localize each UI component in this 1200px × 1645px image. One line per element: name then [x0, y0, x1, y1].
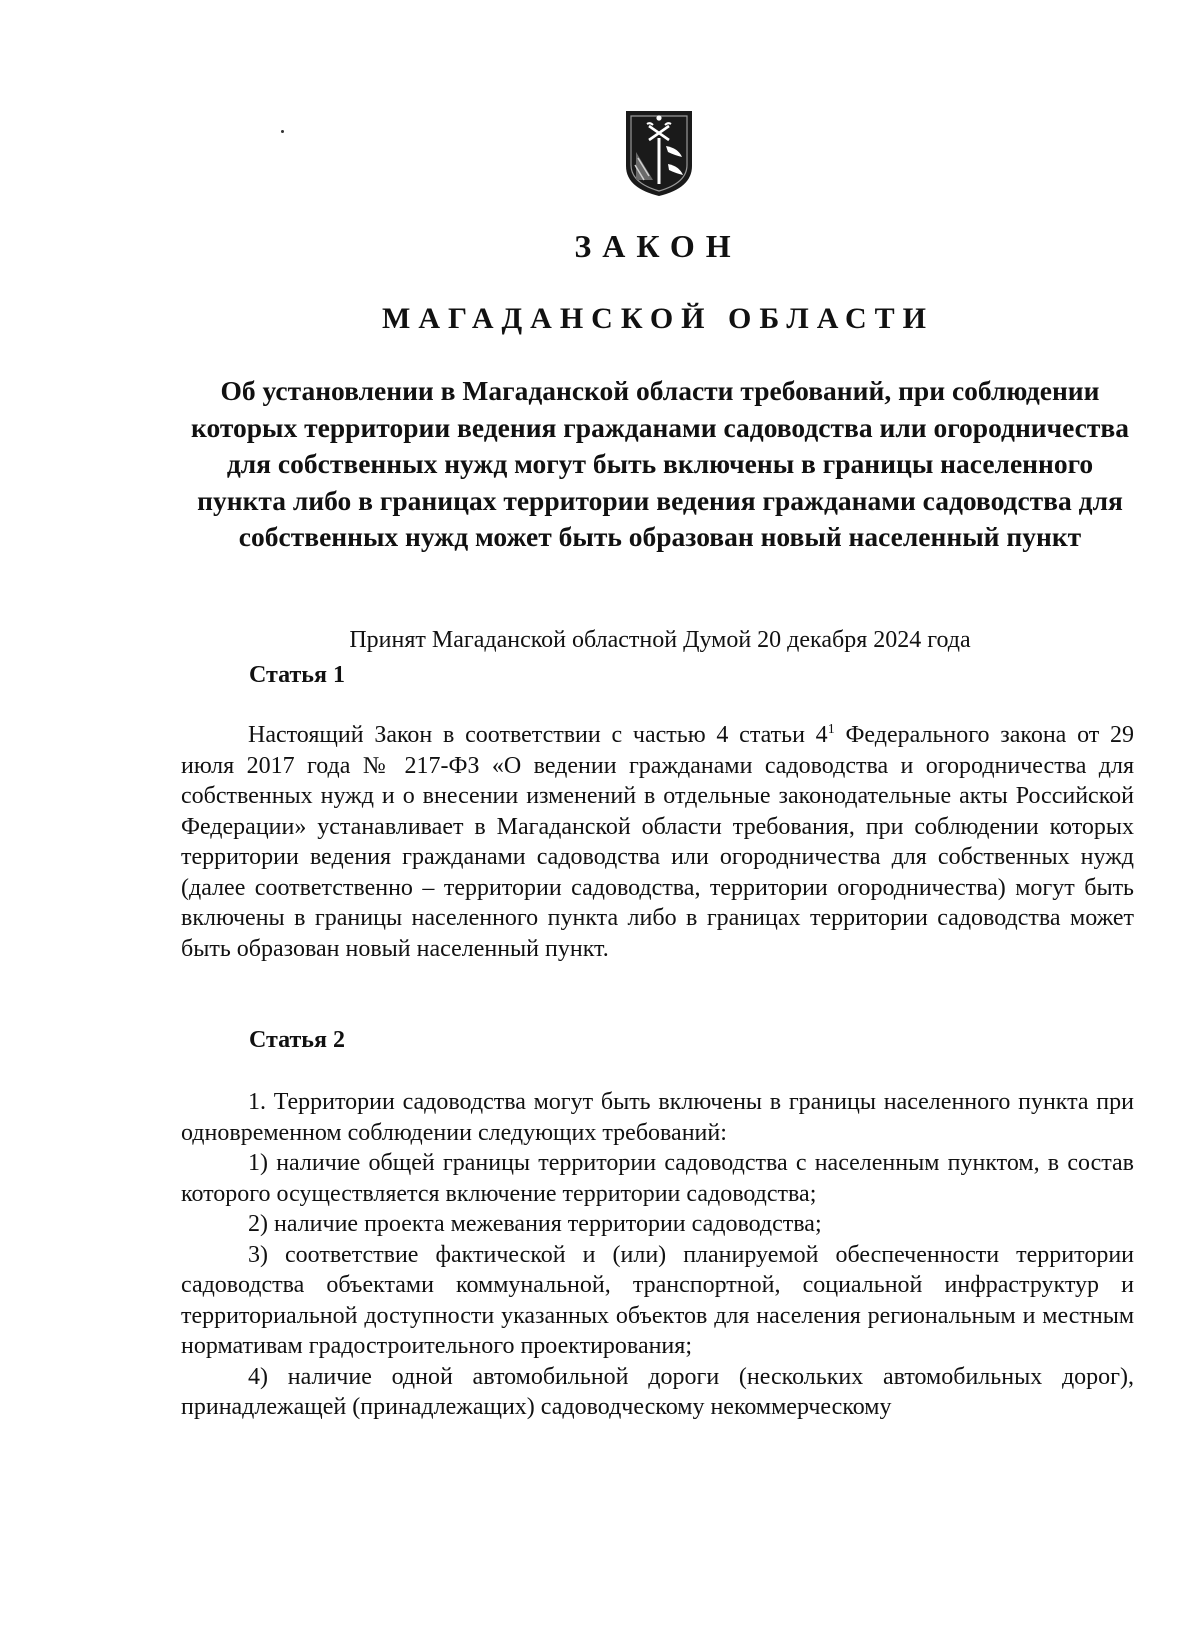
- region-title: МАГАДАНСКОЙ ОБЛАСТИ: [382, 302, 934, 335]
- article-2-paragraph: 1. Территории садоводства могут быть включены в границы населенного пункта при одновременном соблюдении следующих требований:: [181, 1089, 1134, 1146]
- article-1-text-end: Федерального закона от 29 июля 2017 года № 217-ФЗ «О ведении гражданами садоводства и огородничества для собственных нужд и о внесении изменений в отдельные законодательные акты Российской Федерации» устанавливает в Магаданской области требования, при соблюдении которых территории ведения гражданами садоводства или огородничества для собственных нужд (далее соответственно – территории садоводства, территории огородничества) могут быть включены в границы населенного пункта либо в границах территории садоводства может быть образован новый населенный пункт.: [181, 722, 1135, 962]
- adoption-note: Принят Магаданской областной Думой 20 декабря 2024 года: [349, 627, 971, 653]
- article-1-superscript: 1: [827, 722, 835, 737]
- article-2-paragraph: 4) наличие одной автомобильной дороги (нескольких автомобильных дорог), принадлежащей (принадлежащих) садоводческому некоммерческому: [181, 1363, 1134, 1420]
- magadan-oblast-coat-of-arms-icon: [622, 108, 696, 198]
- article-1-paragraph: [181, 720, 1134, 964]
- article-2-paragraph: 2) наличие проекта межевания территории садоводства;: [248, 1211, 822, 1237]
- article-1-heading: Статья 1: [249, 662, 345, 688]
- article-2-body: [181, 1087, 1134, 1423]
- article-2-paragraph: 3) соответствие фактической и (или) планируемой обеспеченности территории садоводства объектами коммунальной, транспортной, социальной инфраструктур и территориальной доступности указанных объектов для населения региональным и местным нормативам градостроительного проектирования;: [181, 1241, 1134, 1359]
- law-title: ЗАКОН: [574, 228, 742, 264]
- article-1-body: [181, 720, 1134, 964]
- article-2-paragraph: 1) наличие общей границы территории садоводства с населенным пунктом, в состав которого осуществляется включение территории садоводства;: [181, 1150, 1134, 1207]
- article-1-text-start: Настоящий Закон в соответствии с частью 4 статьи 4: [248, 722, 828, 748]
- article-2-heading: Статья 2: [249, 1027, 345, 1053]
- scan-speck: [281, 130, 284, 133]
- law-name-heading: Об установлении в Магаданской области требований, при соблюдении которых территории ведения гражданами садоводства или огородничества для собственных нужд могут быть включены в границы населенного пункта либо в границах территории ведения гражданами садоводства для собственных нужд может быть образован новый населенный пункт: [191, 375, 1129, 553]
